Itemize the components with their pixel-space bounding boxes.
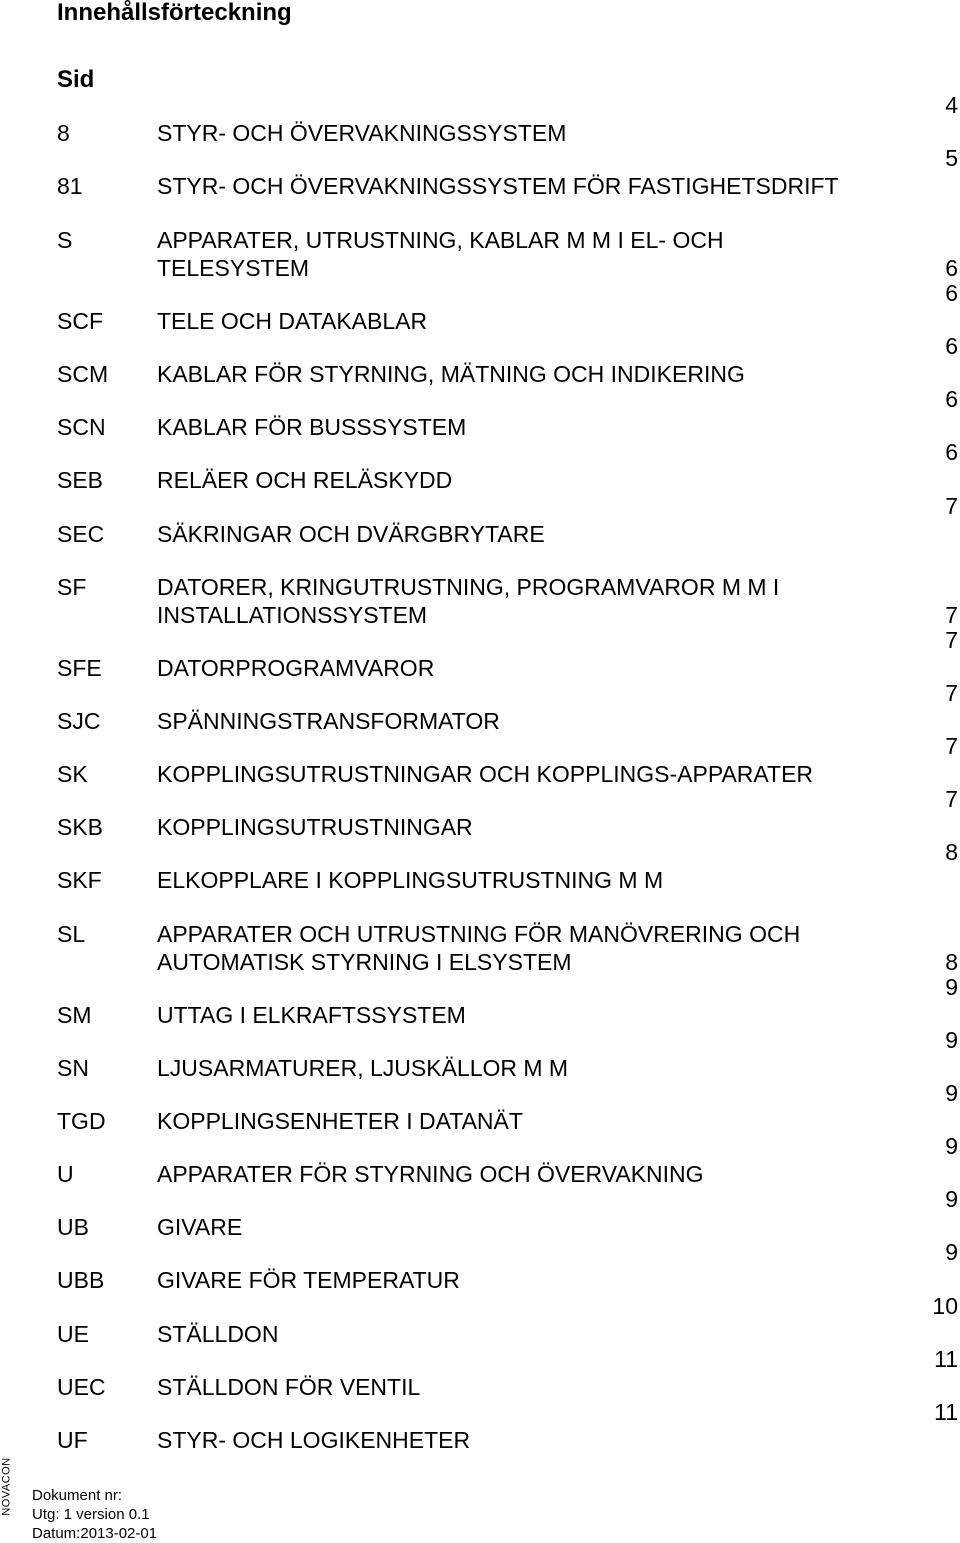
toc-code: SM — [57, 1002, 92, 1028]
toc-page-number: 6 — [945, 280, 958, 306]
toc-code: S — [57, 227, 73, 253]
toc-page-number: 9 — [945, 1239, 958, 1265]
toc-text: KABLAR FÖR STYRNING, MÄTNING OCH INDIKERING — [157, 361, 745, 387]
toc-code: SL — [57, 921, 86, 947]
toc-code: UB — [57, 1214, 89, 1240]
toc-text: KABLAR FÖR BUSSSYSTEM — [157, 414, 467, 440]
toc-text: SÄKRINGAR OCH DVÄRGBRYTARE — [157, 521, 545, 547]
toc-text: DATORER, KRINGUTRUSTNING, PROGRAMVAROR M M I INSTALLATIONSSYSTEM — [157, 574, 780, 628]
toc-text: STYR- OCH ÖVERVAKNINGSSYSTEM FÖR FASTIGHETSDRIFT — [157, 173, 839, 199]
toc-code: SEB — [57, 467, 104, 493]
toc-code: SCN — [57, 414, 106, 440]
toc-code: SEC — [57, 521, 105, 547]
toc-text: KOPPLINGSENHETER I DATANÄT — [157, 1108, 523, 1134]
toc-page-number: 5 — [945, 145, 958, 171]
toc-code: SJC — [57, 708, 101, 734]
toc-page-number: 7 — [945, 733, 958, 759]
toc-entry — [57, 573, 958, 629]
toc-code: SK — [57, 761, 88, 787]
toc-text: STÄLLDON FÖR VENTIL — [157, 1374, 421, 1400]
toc-page-number: 10 — [932, 1293, 958, 1319]
toc-text: APPARATER OCH UTRUSTNING FÖR MANÖVRERING OCH AUTOMATISK STYRNING I ELSYSTEM — [157, 921, 801, 975]
page-title: Innehållsförteckning — [57, 0, 292, 26]
toc-entry — [57, 920, 958, 976]
toc-page-number: 7 — [945, 493, 958, 519]
toc-page-number: 9 — [945, 1027, 958, 1053]
document-number-label: Dokument nr: — [32, 1487, 123, 1504]
toc-code: SF — [57, 574, 87, 600]
toc-page-number: 7 — [945, 602, 958, 628]
toc-page-number: 9 — [945, 974, 958, 1000]
toc-text: STYR- OCH LOGIKENHETER — [157, 1427, 471, 1453]
toc-text: APPARATER, UTRUSTNING, KABLAR M M I EL- OCH TELESYSTEM — [157, 227, 724, 281]
toc-code: SCF — [57, 308, 103, 334]
date-label: Datum:2013-02-01 — [32, 1525, 158, 1542]
toc-page-number: 6 — [945, 386, 958, 412]
toc-code: UE — [57, 1321, 89, 1347]
toc-text: STÄLLDON — [157, 1321, 279, 1347]
toc-code: SKB — [57, 814, 104, 840]
toc-page-number: 6 — [945, 439, 958, 465]
toc-text: APPARATER FÖR STYRNING OCH ÖVERVAKNING — [157, 1161, 704, 1187]
toc-text: GIVARE FÖR TEMPERATUR — [157, 1267, 460, 1293]
toc-page-number: 4 — [945, 92, 958, 118]
toc-page-number: 7 — [945, 680, 958, 706]
toc-text: KOPPLINGSUTRUSTNINGAR OCH KOPPLINGS-APPARATER — [157, 761, 814, 787]
toc-text: LJUSARMATURER, LJUSKÄLLOR M M — [157, 1055, 569, 1081]
toc-code: SFE — [57, 655, 102, 681]
toc-page-number: 9 — [945, 1186, 958, 1212]
toc-page-number: 11 — [934, 1346, 958, 1372]
toc-text: KOPPLINGSUTRUSTNINGAR — [157, 814, 473, 840]
toc-text: RELÄER OCH RELÄSKYDD — [157, 467, 453, 493]
toc-page-number: 8 — [945, 949, 958, 975]
toc-text: SPÄNNINGSTRANSFORMATOR — [157, 708, 500, 734]
toc-text: STYR- OCH ÖVERVAKNINGSSYSTEM — [157, 120, 567, 146]
toc-entry — [57, 226, 958, 282]
toc-code: TGD — [57, 1108, 106, 1134]
toc-code: U — [57, 1161, 74, 1187]
toc-text: DATORPROGRAMVAROR — [157, 655, 435, 681]
toc-page-number: 6 — [945, 255, 958, 281]
toc-page-number: 9 — [945, 1080, 958, 1106]
toc-code: UBB — [57, 1267, 105, 1293]
toc-text: GIVARE — [157, 1214, 243, 1240]
toc-page-number: 7 — [945, 786, 958, 812]
toc-code: 8 — [57, 120, 70, 146]
toc-code: UEC — [57, 1374, 106, 1400]
toc-text: ELKOPPLARE I KOPPLINGSUTRUSTNING M M — [157, 867, 664, 893]
toc-text: TELE OCH DATAKABLAR — [157, 308, 428, 334]
toc-text: UTTAG I ELKRAFTSSYSTEM — [157, 1002, 466, 1028]
sid-column-label: Sid — [57, 66, 95, 93]
toc-page-number: 9 — [945, 1133, 958, 1159]
brand-vertical-label: NOVACON — [0, 1457, 13, 1516]
toc-code: SKF — [57, 867, 102, 893]
toc-code: SN — [57, 1055, 89, 1081]
toc-page-number: 8 — [945, 839, 958, 865]
toc-page-number: 7 — [945, 627, 958, 653]
toc-page-number: 6 — [945, 333, 958, 359]
toc-code: 81 — [57, 173, 83, 199]
toc-page-number: 11 — [934, 1399, 958, 1425]
toc-code: SCM — [57, 361, 109, 387]
toc-code: UF — [57, 1427, 88, 1453]
edition-label: Utg: 1 version 0.1 — [32, 1506, 150, 1523]
document-footer — [32, 1486, 157, 1543]
